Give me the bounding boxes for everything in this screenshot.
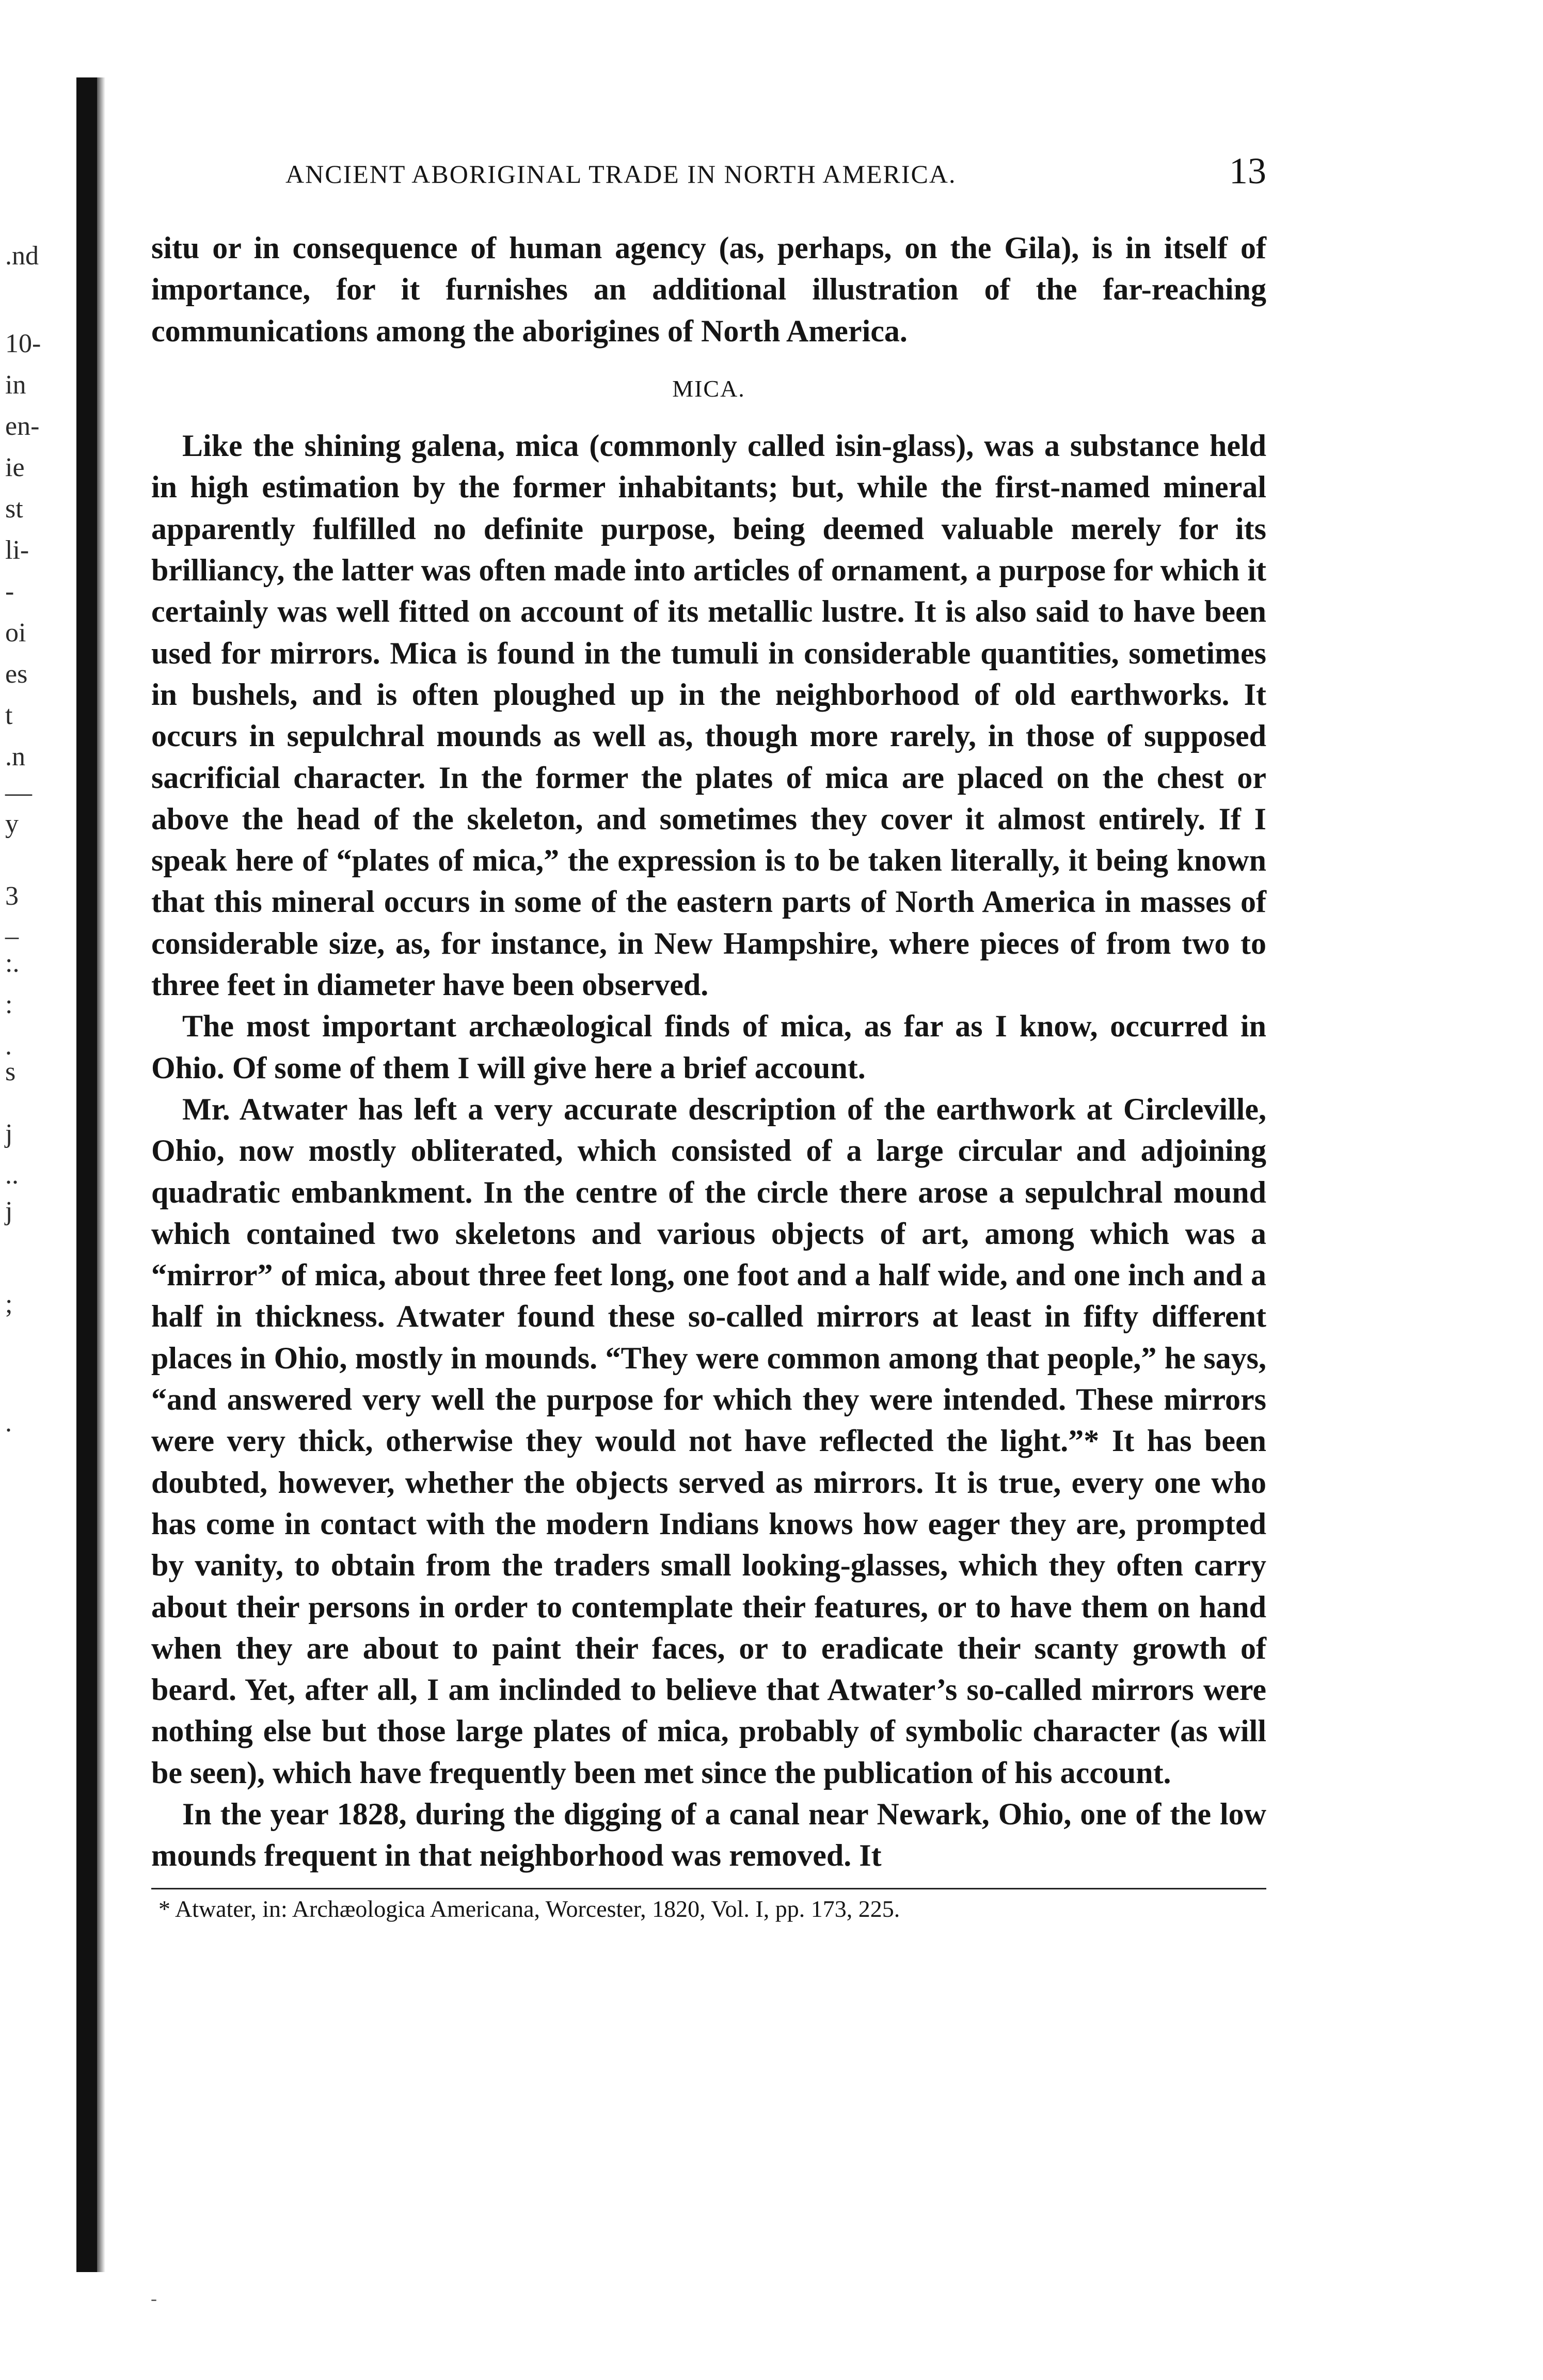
facing-fragment: oi: [5, 618, 26, 648]
binding-gutter: [76, 77, 97, 2272]
section-heading: MICA.: [672, 375, 745, 402]
paragraph: In the year 1828, during the digging of a canal near Newark, Ohio, one of the low mounds frequent in that neighborhood was removed. It: [151, 1796, 1266, 1873]
facing-page-fragments: [0, 0, 72, 2380]
facing-fragment: es: [5, 659, 28, 689]
body-text: [151, 227, 1266, 1877]
facing-fragment: .: [5, 1031, 12, 1061]
facing-fragment: .n: [5, 742, 25, 771]
facing-fragment: in: [5, 370, 26, 400]
running-title: ANCIENT ABORIGINAL TRADE IN NORTH AMERICA.: [285, 160, 957, 188]
stray-mark: -: [151, 2288, 157, 2309]
facing-fragment: :.: [5, 949, 20, 978]
facing-fragment: j: [5, 1119, 13, 1148]
facing-fragment: s: [5, 1057, 16, 1086]
paragraph: The most important archæological finds of mica, as far as I know, occurred in Ohio. Of some of them I will give here a brief account.: [151, 1009, 1266, 1085]
facing-fragment: y: [5, 809, 19, 839]
facing-fragment: ..: [5, 1160, 19, 1190]
footnote: * Atwater, in: Archæologica Americana, Worcester, 1820, Vol. I, pp. 173, 225.: [158, 1895, 900, 1922]
opening-paragraph: situ or in consequence of human agency (as, perhaps, on the Gila), is in itself of importance, for it furnishes an additional illustration of the far-reaching communications among the aborigines of North America.: [151, 231, 1266, 348]
page-number: 13: [1229, 150, 1266, 192]
facing-fragment: t: [5, 701, 13, 730]
facing-fragment: ie: [5, 453, 25, 482]
facing-fragment: -: [5, 577, 14, 606]
facing-fragment: 10-: [5, 329, 41, 358]
binding-gutter-shadow: [97, 77, 105, 2272]
facing-fragment: li-: [5, 535, 29, 565]
running-head: [151, 150, 1266, 196]
facing-fragment: ;: [5, 1289, 13, 1319]
facing-fragment: .: [5, 1408, 12, 1438]
facing-fragment: .nd: [5, 241, 39, 271]
footnote-rule: [151, 1888, 1266, 1889]
book-page: [151, 150, 1266, 1924]
facing-fragment: en-: [5, 412, 40, 441]
facing-fragment: _: [5, 912, 19, 942]
paragraph: Mr. Atwater has left a very accurate description of the earthwork at Circleville, Ohio, now mostly obliterated, which consisted of a large circular and adjoining quadratic embankment. In the centre of the circle there arose a sepulchral mound which contained two skeletons and various objects of art, among which was a “mirror” of mica, about three feet long, one foot and a half wide, and one inch and a half in thickness. Atwater found these so-called mirrors at least in fifty different places in Ohio, mostly in mounds. “They were common among that people,” he says, “and answered very well the purpose for which they were intended. These mirrors were very thick, otherwise they would not have reflected the light.”* It has been doubted, however, whether the objects served as mirrors. It is true, every one who has come in contact with the modern Indians knows how eager they are, prompted by vanity, to obtain from the traders small looking-glasses, which they often carry about their persons in order to contemplate their features, or to have them on hand when they are about to paint their faces, or to eradicate their scanty growth of beard. Yet, after all, I am inclinded to believe that Atwater’s so-called mirrors were nothing else but those large plates of mica, probably of symbolic character (as will be seen), which have frequently been met since the publication of his account.: [151, 1092, 1266, 1790]
facing-fragment: 3: [5, 881, 19, 911]
facing-fragment: st: [5, 494, 23, 524]
facing-fragment: j: [5, 1196, 13, 1226]
paragraph: Like the shining galena, mica (commonly called isin-glass), was a substance held in high estimation by the former inhabitants; but, while the first-named mineral apparently fulfilled no definite purpose, being deemed valuable merely for its brilliancy, the latter was often made into articles of ornament, a purpose for which it certainly was well fitted on account of its metallic lustre. It is also said to have been used for mirrors. Mica is found in the tumuli in considerable quantities, sometimes in bushels, and is often ploughed up in the neighborhood of old earthworks. It occurs in sepulchral mounds as well as, though more rarely, in those of supposed sacrificial character. In the former the plates of mica are placed on the chest or above the head of the skeleton, and sometimes they cover it almost entirely. If I speak here of “plates of mica,” the expression is to be taken literally, it being known that this mineral occurs in some of the eastern parts of North America in masses of considerable size, as, for instance, in New Hampshire, where pieces of from two to three feet in diameter have been observed.: [151, 429, 1266, 1002]
facing-fragment: —: [5, 778, 32, 808]
facing-fragment: :: [5, 990, 13, 1019]
